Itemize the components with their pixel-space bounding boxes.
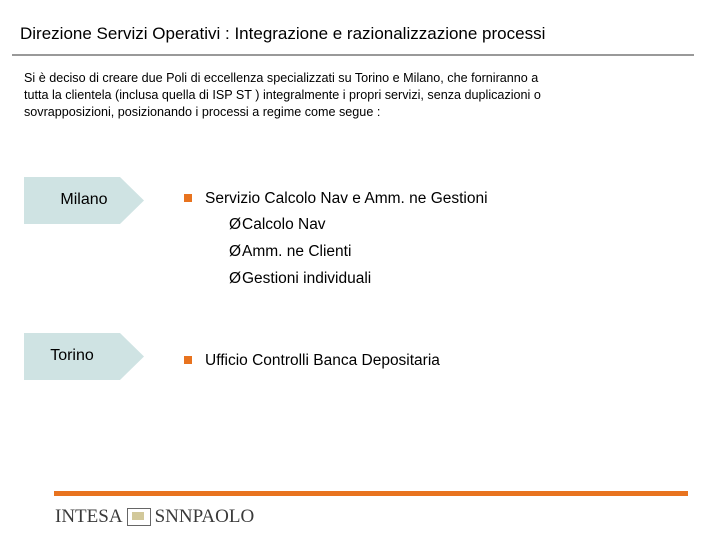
intro-paragraph [24,70,700,121]
logo-left-text: INTESA [55,505,123,527]
intro-line: sovrapposizioni, posizionando i processi a regime come segue : [24,105,381,119]
intro-line: tutta la clientela (inclusa quella di ISP ST ) integralmente i propri servizi, senza duplicazioni o [24,88,541,102]
sub-item [229,270,371,288]
pole-torino-chevron [24,333,144,380]
title-divider [12,54,694,56]
service-item-torino [184,352,440,370]
page-title: Direzione Servizi Operativi : Integrazione e razionalizzazione processi [20,24,546,43]
sub-item [229,243,351,261]
service-label: Servizio Calcolo Nav e Amm. ne Gestioni [205,190,488,207]
service-item-milano [184,190,488,208]
square-bullet-icon [184,356,192,364]
sub-item-label: Calcolo Nav [242,216,326,233]
pole-label: Milano [60,191,108,208]
square-bullet-icon [184,194,192,202]
sub-item [229,216,326,234]
logo-emblem-icon [127,508,151,526]
footer-divider [54,491,688,496]
sub-item-label: Amm. ne Clienti [242,243,352,260]
arrow-bullet-icon: Ø [229,270,242,287]
pole-milano-chevron [24,177,144,224]
sub-item-label: Gestioni individuali [242,270,372,287]
intesa-sanpaolo-logo [55,505,254,529]
logo-right-text: SNNPAOLO [154,505,255,527]
service-label: Ufficio Controlli Banca Depositaria [205,352,440,369]
intro-line: Si è deciso di creare due Poli di eccellenza specializzati su Torino e Milano, che forniranno a [24,71,539,85]
arrow-bullet-icon: Ø [229,243,242,260]
arrow-bullet-icon: Ø [229,216,242,233]
pole-label: Torino [50,347,94,364]
